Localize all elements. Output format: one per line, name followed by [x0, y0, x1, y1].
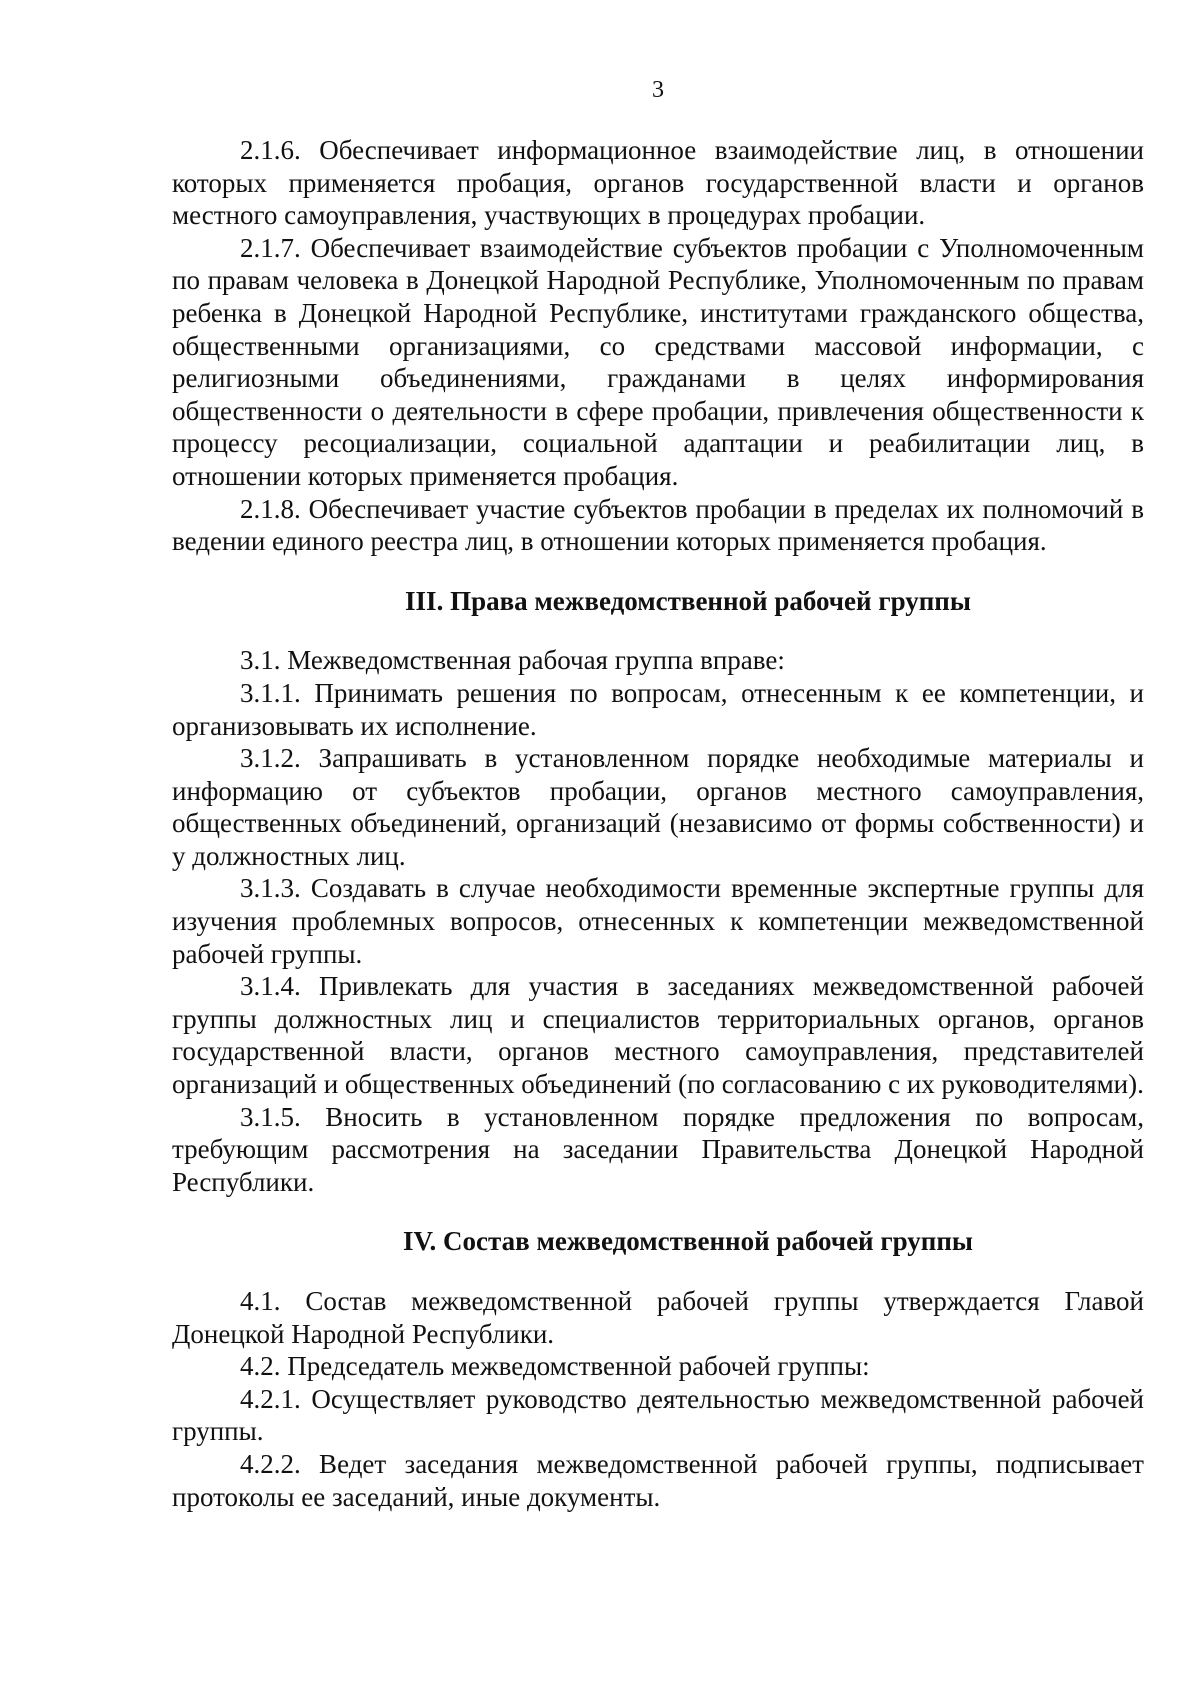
paragraph-3-1-2: 3.1.2. Запрашивать в установленном порядке необходимые материалы и информацию от субъектов пробации, органов местного самоуправления, общественных объединений, организаций (независимо от формы собственности) и у должностных лиц. — [172, 743, 1144, 871]
section-heading-4: IV. Состав межведомственной рабочей группы — [403, 1226, 973, 1257]
paragraph-3-1-1: 3.1.1. Принимать решения по вопросам, отнесенным к ее компетенции, и организовывать их исполнение. — [172, 677, 1144, 741]
paragraph-4-2-1: 4.2.1. Осуществляет руководство деятельностью межведомственной рабочей группы. — [172, 1383, 1144, 1447]
document-page — [172, 0, 1144, 1697]
document-body — [172, 134, 1144, 1513]
paragraph-2-1-6: 2.1.6. Обеспечивает информационное взаимодействие лиц, в отношении которых применяется пробация, органов государственной власти и органов местного самоуправления, участвующих в процедурах пробации. — [172, 135, 1144, 231]
paragraph-2-1-7: 2.1.7. Обеспечивает взаимодействие субъектов пробации с Уполномоченным по правам человека в Донецкой Народной Республике, Уполномоченным по правам ребенка в Донецкой Народной Республике, институтами гражданского общества, общественными организациями, со средствами массовой информации, с религиозными объединениями, гражданами в целях информирования общественности о деятельности в сфере пробации, привлечения общественности к процессу ресоциализации, социальной адаптации и реабилитации лиц, в отношении которых применяется пробация. — [172, 232, 1144, 491]
paragraph-4-1: 4.1. Состав межведомственной рабочей группы утверждается Главой Донецкой Народной Республики. — [172, 1286, 1144, 1349]
section-heading-3: III. Права межведомственной рабочей группы — [405, 585, 971, 616]
paragraph-3-1-5: 3.1.5. Вносить в установленном порядке предложения по вопросам, требующим рассмотрения на заседании Правительства Донецкой Народной Республики. — [172, 1101, 1144, 1197]
paragraph-3-1: 3.1. Межведомственная рабочая группа вправе: — [240, 645, 785, 676]
paragraph-3-1-4: 3.1.4. Привлекать для участия в заседаниях межведомственной рабочей группы должностных лиц и специалистов территориальных органов, органов государственной власти, органов местного самоуправления, представителей организаций и общественных объединений (по согласованию с их руководителями). — [172, 971, 1144, 1100]
page-number: 3 — [652, 77, 664, 103]
paragraph-4-2-2: 4.2.2. Ведет заседания межведомственной рабочей группы, подписывает протоколы ее заседаний, иные документы. — [172, 1448, 1144, 1512]
paragraph-4-2: 4.2. Председатель межведомственной рабочей группы: — [240, 1351, 870, 1382]
paragraph-3-1-3: 3.1.3. Создавать в случае необходимости временные экспертные группы для изучения проблемных вопросов, отнесенных к компетенции межведомственной рабочей группы. — [172, 873, 1144, 969]
paragraph-2-1-8: 2.1.8. Обеспечивает участие субъектов пробации в пределах их полномочий в ведении единого реестра лиц, в отношении которых применяется пробация. — [172, 493, 1144, 557]
